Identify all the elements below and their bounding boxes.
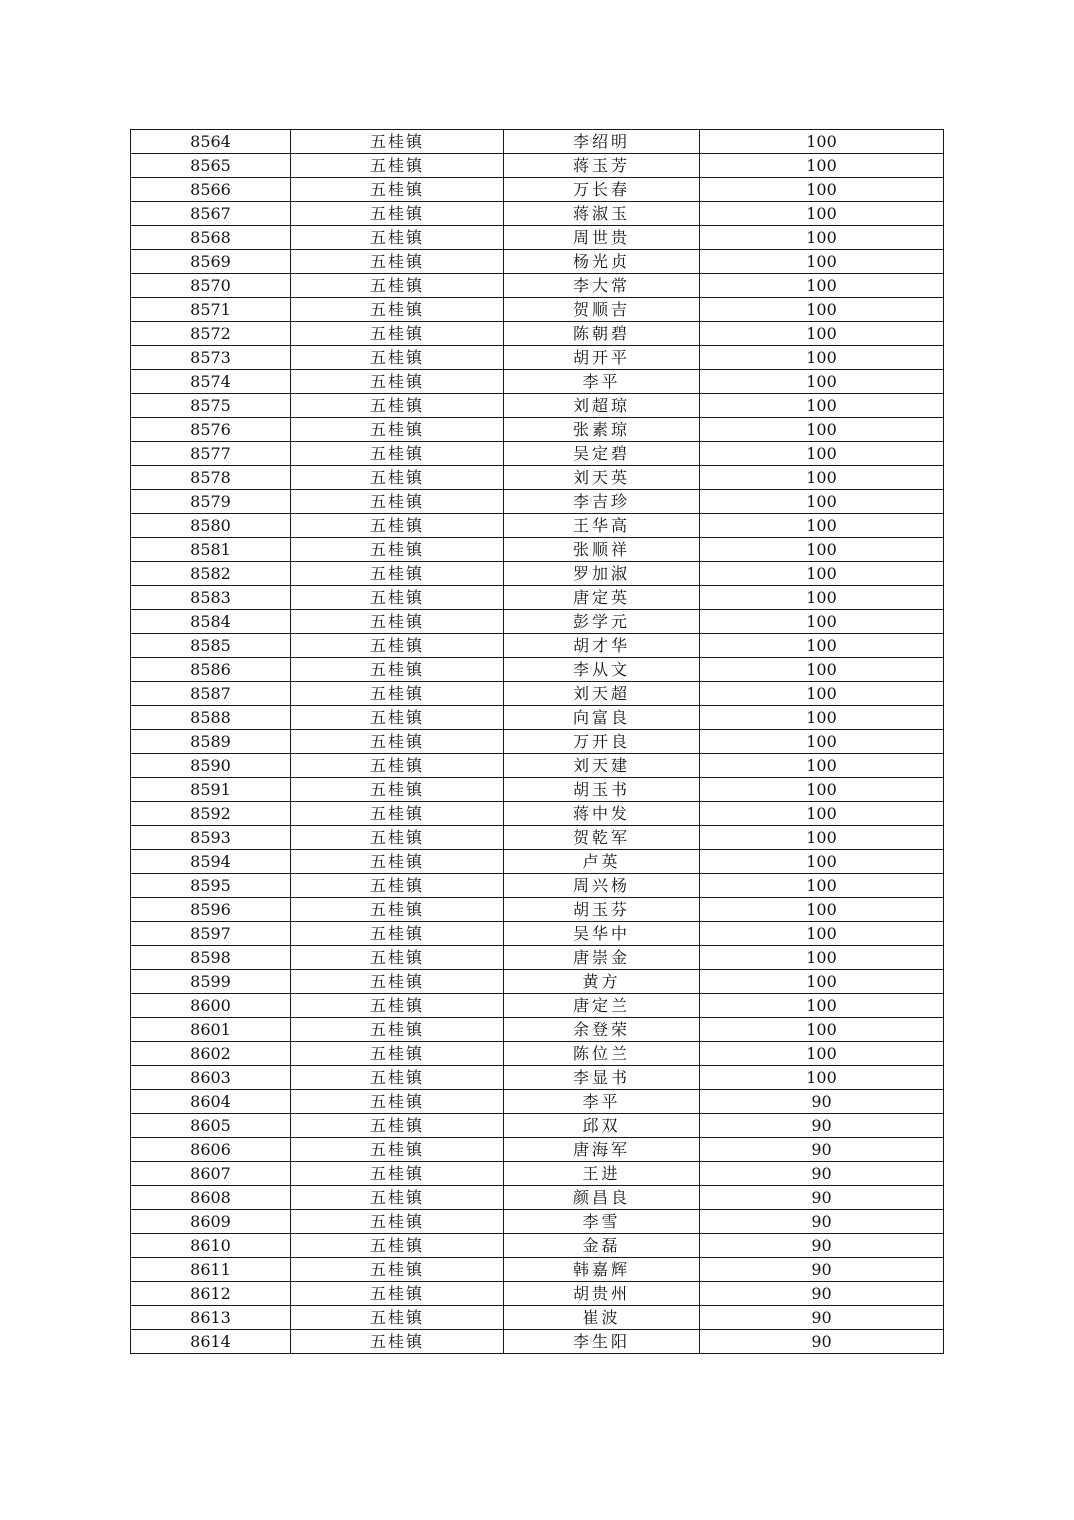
table-row	[131, 538, 944, 562]
serial-number-cell: 8580	[131, 514, 291, 538]
person-name-cell: 李吉珍	[504, 490, 700, 514]
person-name-cell: 李从文	[504, 658, 700, 682]
serial-number-cell: 8574	[131, 370, 291, 394]
table-row	[131, 922, 944, 946]
person-name-cell: 刘天超	[504, 682, 700, 706]
serial-number-cell: 8583	[131, 586, 291, 610]
serial-number-cell: 8585	[131, 634, 291, 658]
town-cell: 五桂镇	[291, 226, 504, 250]
table-row	[131, 610, 944, 634]
table-row	[131, 202, 944, 226]
town-cell: 五桂镇	[291, 682, 504, 706]
town-cell: 五桂镇	[291, 1090, 504, 1114]
person-name-cell: 吴华中	[504, 922, 700, 946]
serial-number-cell: 8576	[131, 418, 291, 442]
table-row	[131, 634, 944, 658]
amount-cell: 90	[700, 1282, 944, 1306]
town-cell: 五桂镇	[291, 898, 504, 922]
table-row	[131, 994, 944, 1018]
town-cell: 五桂镇	[291, 1186, 504, 1210]
amount-cell: 100	[700, 970, 944, 994]
town-cell: 五桂镇	[291, 538, 504, 562]
person-name-cell: 刘超琼	[504, 394, 700, 418]
amount-cell: 100	[700, 202, 944, 226]
serial-number-cell: 8566	[131, 178, 291, 202]
table-row	[131, 586, 944, 610]
person-name-cell: 贺顺吉	[504, 298, 700, 322]
table-row	[131, 490, 944, 514]
person-name-cell: 胡贵州	[504, 1282, 700, 1306]
table-row	[131, 370, 944, 394]
person-name-cell: 胡才华	[504, 634, 700, 658]
amount-cell: 100	[700, 754, 944, 778]
serial-number-cell: 8610	[131, 1234, 291, 1258]
amount-cell: 90	[700, 1138, 944, 1162]
town-cell: 五桂镇	[291, 1042, 504, 1066]
person-name-cell: 彭学元	[504, 610, 700, 634]
person-name-cell: 杨光贞	[504, 250, 700, 274]
town-cell: 五桂镇	[291, 1306, 504, 1330]
serial-number-cell: 8578	[131, 466, 291, 490]
table-row	[131, 178, 944, 202]
amount-cell: 100	[700, 538, 944, 562]
person-name-cell: 蒋淑玉	[504, 202, 700, 226]
serial-number-cell: 8597	[131, 922, 291, 946]
person-name-cell: 张顺祥	[504, 538, 700, 562]
town-cell: 五桂镇	[291, 850, 504, 874]
person-name-cell: 李雪	[504, 1210, 700, 1234]
amount-cell: 100	[700, 850, 944, 874]
person-name-cell: 金磊	[504, 1234, 700, 1258]
serial-number-cell: 8577	[131, 442, 291, 466]
person-name-cell: 唐崇金	[504, 946, 700, 970]
amount-cell: 90	[700, 1330, 944, 1354]
table-row	[131, 1234, 944, 1258]
amount-cell: 90	[700, 1114, 944, 1138]
amount-cell: 100	[700, 442, 944, 466]
table-row	[131, 658, 944, 682]
person-name-cell: 李生阳	[504, 1330, 700, 1354]
town-cell: 五桂镇	[291, 658, 504, 682]
table-row	[131, 1066, 944, 1090]
person-name-cell: 张素琼	[504, 418, 700, 442]
table-row	[131, 394, 944, 418]
serial-number-cell: 8595	[131, 874, 291, 898]
person-name-cell: 黄方	[504, 970, 700, 994]
town-cell: 五桂镇	[291, 586, 504, 610]
amount-cell: 90	[700, 1258, 944, 1282]
person-name-cell: 周兴杨	[504, 874, 700, 898]
town-cell: 五桂镇	[291, 610, 504, 634]
amount-cell: 90	[700, 1162, 944, 1186]
serial-number-cell: 8612	[131, 1282, 291, 1306]
amount-cell: 100	[700, 898, 944, 922]
amount-cell: 100	[700, 514, 944, 538]
person-name-cell: 卢英	[504, 850, 700, 874]
serial-number-cell: 8600	[131, 994, 291, 1018]
amount-cell: 100	[700, 682, 944, 706]
serial-number-cell: 8590	[131, 754, 291, 778]
serial-number-cell: 8604	[131, 1090, 291, 1114]
amount-cell: 100	[700, 154, 944, 178]
amount-cell: 100	[700, 826, 944, 850]
serial-number-cell: 8573	[131, 346, 291, 370]
town-cell: 五桂镇	[291, 298, 504, 322]
table-row	[131, 298, 944, 322]
table-row	[131, 706, 944, 730]
table-row	[131, 1042, 944, 1066]
town-cell: 五桂镇	[291, 130, 504, 154]
amount-cell: 100	[700, 226, 944, 250]
serial-number-cell: 8575	[131, 394, 291, 418]
person-name-cell: 胡玉书	[504, 778, 700, 802]
serial-number-cell: 8572	[131, 322, 291, 346]
serial-number-cell: 8608	[131, 1186, 291, 1210]
amount-cell: 100	[700, 634, 944, 658]
town-cell: 五桂镇	[291, 442, 504, 466]
serial-number-cell: 8582	[131, 562, 291, 586]
person-name-cell: 贺乾军	[504, 826, 700, 850]
amount-cell: 100	[700, 706, 944, 730]
serial-number-cell: 8614	[131, 1330, 291, 1354]
serial-number-cell: 8607	[131, 1162, 291, 1186]
town-cell: 五桂镇	[291, 1258, 504, 1282]
amount-cell: 100	[700, 946, 944, 970]
person-name-cell: 陈位兰	[504, 1042, 700, 1066]
town-cell: 五桂镇	[291, 490, 504, 514]
amount-cell: 100	[700, 1018, 944, 1042]
amount-cell: 100	[700, 322, 944, 346]
table-row	[131, 754, 944, 778]
serial-number-cell: 8599	[131, 970, 291, 994]
table-row	[131, 322, 944, 346]
amount-cell: 100	[700, 298, 944, 322]
amount-cell: 90	[700, 1186, 944, 1210]
table-row	[131, 442, 944, 466]
serial-number-cell: 8586	[131, 658, 291, 682]
table-row	[131, 1138, 944, 1162]
table-row	[131, 1018, 944, 1042]
person-name-cell: 余登荣	[504, 1018, 700, 1042]
amount-cell: 100	[700, 1066, 944, 1090]
person-name-cell: 唐海军	[504, 1138, 700, 1162]
town-cell: 五桂镇	[291, 1234, 504, 1258]
person-name-cell: 唐定兰	[504, 994, 700, 1018]
serial-number-cell: 8594	[131, 850, 291, 874]
table-row	[131, 946, 944, 970]
amount-cell: 100	[700, 250, 944, 274]
town-cell: 五桂镇	[291, 706, 504, 730]
table-row	[131, 226, 944, 250]
serial-number-cell: 8569	[131, 250, 291, 274]
serial-number-cell: 8592	[131, 802, 291, 826]
person-name-cell: 陈朝碧	[504, 322, 700, 346]
serial-number-cell: 8565	[131, 154, 291, 178]
table-row	[131, 898, 944, 922]
person-name-cell: 罗加淑	[504, 562, 700, 586]
person-name-cell: 唐定英	[504, 586, 700, 610]
town-cell: 五桂镇	[291, 946, 504, 970]
serial-number-cell: 8564	[131, 130, 291, 154]
serial-number-cell: 8609	[131, 1210, 291, 1234]
person-name-cell: 邱双	[504, 1114, 700, 1138]
person-name-cell: 万开良	[504, 730, 700, 754]
town-cell: 五桂镇	[291, 1162, 504, 1186]
records-table-body	[131, 130, 944, 1354]
amount-cell: 90	[700, 1234, 944, 1258]
amount-cell: 100	[700, 730, 944, 754]
person-name-cell: 蒋玉芳	[504, 154, 700, 178]
amount-cell: 100	[700, 586, 944, 610]
town-cell: 五桂镇	[291, 1114, 504, 1138]
town-cell: 五桂镇	[291, 418, 504, 442]
person-name-cell: 刘天英	[504, 466, 700, 490]
serial-number-cell: 8567	[131, 202, 291, 226]
person-name-cell: 韩嘉辉	[504, 1258, 700, 1282]
amount-cell: 100	[700, 658, 944, 682]
town-cell: 五桂镇	[291, 562, 504, 586]
serial-number-cell: 8613	[131, 1306, 291, 1330]
person-name-cell: 向富良	[504, 706, 700, 730]
person-name-cell: 李平	[504, 370, 700, 394]
amount-cell: 100	[700, 922, 944, 946]
amount-cell: 100	[700, 394, 944, 418]
town-cell: 五桂镇	[291, 634, 504, 658]
records-table	[130, 129, 944, 1354]
table-row	[131, 562, 944, 586]
serial-number-cell: 8601	[131, 1018, 291, 1042]
serial-number-cell: 8611	[131, 1258, 291, 1282]
person-name-cell: 吴定碧	[504, 442, 700, 466]
town-cell: 五桂镇	[291, 370, 504, 394]
person-name-cell: 周世贵	[504, 226, 700, 250]
amount-cell: 100	[700, 802, 944, 826]
person-name-cell: 胡玉芬	[504, 898, 700, 922]
town-cell: 五桂镇	[291, 514, 504, 538]
town-cell: 五桂镇	[291, 466, 504, 490]
table-row	[131, 1330, 944, 1354]
amount-cell: 90	[700, 1210, 944, 1234]
serial-number-cell: 8571	[131, 298, 291, 322]
serial-number-cell: 8587	[131, 682, 291, 706]
town-cell: 五桂镇	[291, 874, 504, 898]
amount-cell: 100	[700, 418, 944, 442]
serial-number-cell: 8568	[131, 226, 291, 250]
table-row	[131, 346, 944, 370]
town-cell: 五桂镇	[291, 970, 504, 994]
amount-cell: 100	[700, 1042, 944, 1066]
table-row	[131, 826, 944, 850]
serial-number-cell: 8606	[131, 1138, 291, 1162]
table-row	[131, 682, 944, 706]
amount-cell: 100	[700, 130, 944, 154]
serial-number-cell: 8596	[131, 898, 291, 922]
amount-cell: 100	[700, 778, 944, 802]
town-cell: 五桂镇	[291, 322, 504, 346]
amount-cell: 100	[700, 874, 944, 898]
amount-cell: 100	[700, 466, 944, 490]
amount-cell: 90	[700, 1090, 944, 1114]
person-name-cell: 李平	[504, 1090, 700, 1114]
amount-cell: 90	[700, 1306, 944, 1330]
person-name-cell: 王华高	[504, 514, 700, 538]
amount-cell: 100	[700, 562, 944, 586]
town-cell: 五桂镇	[291, 394, 504, 418]
serial-number-cell: 8589	[131, 730, 291, 754]
person-name-cell: 万长春	[504, 178, 700, 202]
table-row	[131, 1282, 944, 1306]
town-cell: 五桂镇	[291, 346, 504, 370]
table-row	[131, 274, 944, 298]
town-cell: 五桂镇	[291, 178, 504, 202]
table-row	[131, 1210, 944, 1234]
town-cell: 五桂镇	[291, 1330, 504, 1354]
person-name-cell: 刘天建	[504, 754, 700, 778]
town-cell: 五桂镇	[291, 754, 504, 778]
amount-cell: 100	[700, 610, 944, 634]
table-row	[131, 466, 944, 490]
town-cell: 五桂镇	[291, 202, 504, 226]
table-row	[131, 970, 944, 994]
town-cell: 五桂镇	[291, 1210, 504, 1234]
table-row	[131, 1114, 944, 1138]
town-cell: 五桂镇	[291, 922, 504, 946]
table-row	[131, 250, 944, 274]
table-row	[131, 514, 944, 538]
town-cell: 五桂镇	[291, 154, 504, 178]
table-row	[131, 874, 944, 898]
amount-cell: 100	[700, 178, 944, 202]
amount-cell: 100	[700, 994, 944, 1018]
person-name-cell: 颜昌良	[504, 1186, 700, 1210]
serial-number-cell: 8593	[131, 826, 291, 850]
town-cell: 五桂镇	[291, 1282, 504, 1306]
table-row	[131, 418, 944, 442]
table-row	[131, 154, 944, 178]
table-row	[131, 778, 944, 802]
town-cell: 五桂镇	[291, 730, 504, 754]
serial-number-cell: 8603	[131, 1066, 291, 1090]
amount-cell: 100	[700, 370, 944, 394]
town-cell: 五桂镇	[291, 1018, 504, 1042]
town-cell: 五桂镇	[291, 250, 504, 274]
amount-cell: 100	[700, 490, 944, 514]
person-name-cell: 李绍明	[504, 130, 700, 154]
table-row	[131, 1162, 944, 1186]
serial-number-cell: 8570	[131, 274, 291, 298]
table-row	[131, 1090, 944, 1114]
serial-number-cell: 8598	[131, 946, 291, 970]
table-row	[131, 130, 944, 154]
table-row	[131, 850, 944, 874]
serial-number-cell: 8602	[131, 1042, 291, 1066]
serial-number-cell: 8591	[131, 778, 291, 802]
table-row	[131, 730, 944, 754]
person-name-cell: 王进	[504, 1162, 700, 1186]
amount-cell: 100	[700, 274, 944, 298]
person-name-cell: 胡开平	[504, 346, 700, 370]
table-row	[131, 802, 944, 826]
table-row	[131, 1186, 944, 1210]
town-cell: 五桂镇	[291, 826, 504, 850]
town-cell: 五桂镇	[291, 778, 504, 802]
town-cell: 五桂镇	[291, 802, 504, 826]
serial-number-cell: 8605	[131, 1114, 291, 1138]
serial-number-cell: 8588	[131, 706, 291, 730]
amount-cell: 100	[700, 346, 944, 370]
person-name-cell: 李显书	[504, 1066, 700, 1090]
town-cell: 五桂镇	[291, 274, 504, 298]
person-name-cell: 李大常	[504, 274, 700, 298]
town-cell: 五桂镇	[291, 1066, 504, 1090]
table-row	[131, 1306, 944, 1330]
person-name-cell: 崔波	[504, 1306, 700, 1330]
town-cell: 五桂镇	[291, 1138, 504, 1162]
person-name-cell: 蒋中发	[504, 802, 700, 826]
table-row	[131, 1258, 944, 1282]
serial-number-cell: 8584	[131, 610, 291, 634]
town-cell: 五桂镇	[291, 994, 504, 1018]
serial-number-cell: 8581	[131, 538, 291, 562]
serial-number-cell: 8579	[131, 490, 291, 514]
